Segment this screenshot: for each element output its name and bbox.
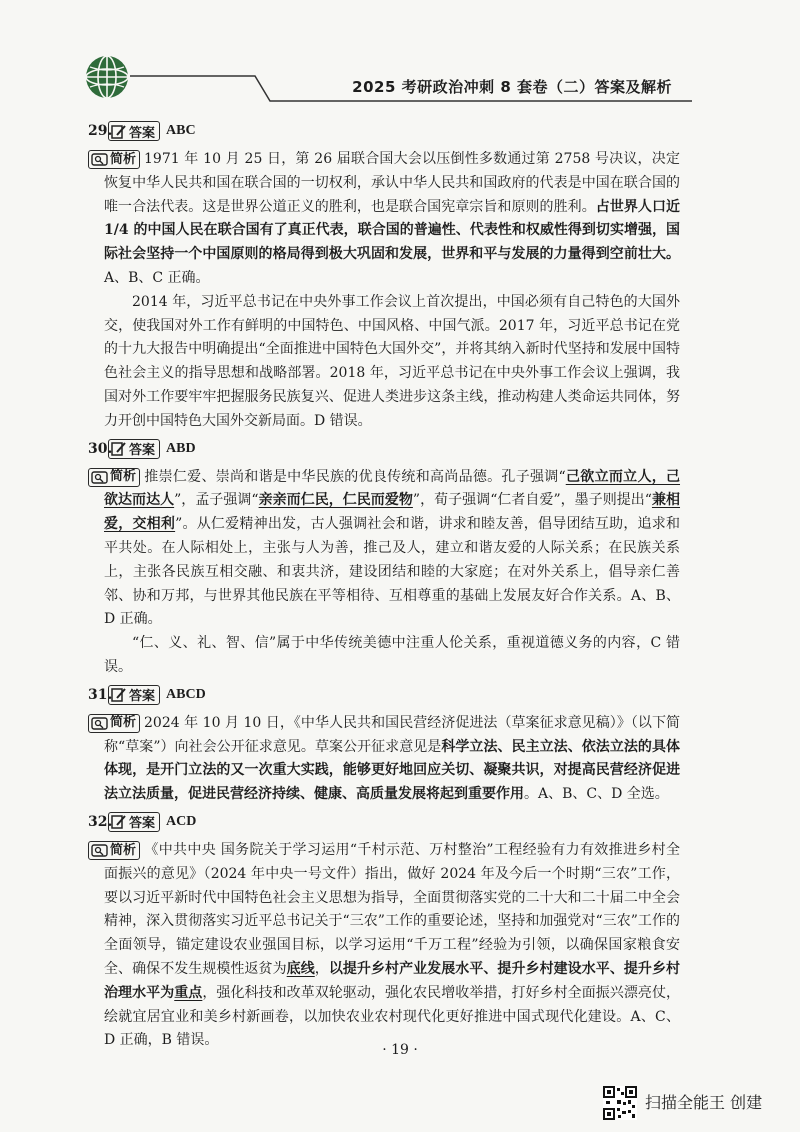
question-number: 32. <box>88 813 113 830</box>
question-30-analysis <box>88 466 680 680</box>
emphasis-text: 科学立法、民主立法、依法立法的具体体现，是开门立法的又一次重大实践，能够更好地回应关切、凝聚共识，对提高民营经济促进法立法质量，促进民营经济持续、健康、高质量发展将起到重要作用 <box>104 738 680 803</box>
text-run: 。A、B、C、D 全选。 <box>524 786 669 803</box>
pencil-note-icon <box>111 441 127 456</box>
answer-badge-label: 答案 <box>129 443 156 459</box>
analysis-paragraph <box>104 712 680 807</box>
question-number: 30. <box>88 440 113 457</box>
analysis-paragraph: 2014 年，习近平总书记在中央外事工作会议上首次提出，中国必须有自己特色的大国外交，使我国对外工作有鲜明的中国特色、中国风格、中国气派。2017 年，习近平总书记在党的十九大报告中明确提出“全面推进中国特色大国外交”，并将其纳入新时代坚持和发展中国特色社会主义的指导思想和战略部署。2018 年，习近平总书记在中央外事工作会议上强调，我国对外工作要牢牢把握服务民族复兴、促进人类进步这条主线，推动构建人类命运共同体，努力开创中国特色大国外交新局面。D 错误。 <box>104 293 680 429</box>
answer-badge-label: 答案 <box>129 689 156 705</box>
question-31-header <box>88 684 680 706</box>
analysis-paragraph <box>104 148 680 291</box>
question-number: 31. <box>88 686 113 703</box>
question-30-header <box>88 438 680 460</box>
answer-value: ABD <box>166 440 196 456</box>
question-29-analysis <box>88 148 680 434</box>
text-run: 推崇仁爱、崇尚和谐是中华民族的优良传统和高尚品德。孔子强调“ <box>144 468 566 485</box>
answer-badge <box>108 439 160 459</box>
page-number: · 19 · <box>382 1042 418 1058</box>
text-run: 2024 年 10 月 10 日，《中华人民共和国民营经济促进法（草案征求意见稿）》（以下简称“草案”）向社会公开征求意见。草案公开征求意见是 <box>104 714 680 755</box>
emphasis-quote: 兼相爱，交相利 <box>104 492 681 533</box>
question-32-analysis <box>88 839 680 1053</box>
page-header <box>0 0 800 110</box>
answer-badge-label: 答案 <box>129 816 156 832</box>
answer-badge-label: 答案 <box>129 125 156 141</box>
question-number: 29. <box>88 123 113 139</box>
text-run: ”，孟子强调“ <box>174 492 259 509</box>
magnifier-icon <box>91 471 108 484</box>
answer-content <box>88 116 680 1053</box>
magnifier-icon <box>91 153 108 166</box>
qr-code-icon <box>603 1086 637 1120</box>
emphasis-text: 占世界人口近 1/4 的中国人民在联合国有了真正代表，联合国的普遍性、代表性和权威性得到切实增强，国际社会坚持一个中国原则的格局得到极大巩固和发展，世界和平与发展的力量得到空前壮大。 <box>104 198 681 263</box>
text-run: 《中共中央 国务院关于学习运用“千村示范、万村整治”工程经验有力有效推进乡村全面振兴的意见》（2024 年中央一号文件）指出，做好 2024 年及今后一个时期“三农”工作，要以习近平新时代中国特色社会主义思想为指导，全面贯彻落实党的二十大和二十届二中全会精神，深入贯彻落实习近平总书记关于“三农”工作的重要论述，坚持和加强党对“三农”工作的全面领导，锚定建设农业强国目标，以学习运用“千万工程”经验为引领，以确保国家粮食安全、确保不发生规模性返贫为 <box>104 841 680 977</box>
answer-value: ABC <box>166 123 196 138</box>
text-run: ，强化科技和改革双轮驱动，强化农民增收举措，打好乡村全面振兴漂亮仗，绘就宜居宜业和美乡村新画卷，以加快农业农村现代化更好推进中国式现代化建设。A、C、D 正确，B 错误。 <box>104 984 681 1049</box>
analysis-badge <box>88 714 140 733</box>
question-29-header <box>88 120 680 142</box>
answer-badge <box>108 685 160 705</box>
pencil-note-icon <box>111 124 127 139</box>
emphasis-keyword: 底线 <box>286 960 315 977</box>
text-run: ”，荀子强调“仁者自爱”，墨子则提出“ <box>412 492 652 509</box>
answer-value: ABCD <box>166 686 206 702</box>
analysis-badge <box>88 468 140 487</box>
analysis-paragraph: “仁、义、礼、智、信”属于中华传统美德中注重人伦关系，重视道德义务的内容，C 错误。 <box>104 635 680 675</box>
pencil-note-icon <box>111 687 127 702</box>
emphasis-quote: 亲亲而仁民，仁民而爱物 <box>258 492 413 509</box>
analysis-badge-label: 简析 <box>110 151 137 167</box>
text-run: 1971 年 10 月 25 日，第 26 届联合国大会以压倒性多数通过第 2758 号决议，决定恢复中华人民共和国在联合国的一切权利，承认中华人民共和国政府的代表是中国在联合国的唯一合法代表。这是世界公道正义的胜利，也是联合国宪章宗旨和原则的胜利。 <box>104 151 680 215</box>
emphasis-quote: 己欲立而立人，己欲达而达人 <box>104 468 681 509</box>
header-title: 2025 考研政治冲刺 8 套卷（二）答案及解析 <box>352 78 672 96</box>
magnifier-icon <box>91 844 108 857</box>
analysis-badge <box>88 841 140 860</box>
pencil-note-icon <box>111 814 127 829</box>
question-32-header <box>88 811 680 833</box>
analysis-badge-label: 简析 <box>110 842 137 858</box>
emphasis-text: 以提升乡村产业发展水平、提升乡村建设水平、提升乡村治理水平为 <box>104 960 681 1001</box>
analysis-paragraph <box>104 839 680 1053</box>
emphasis-keyword: 重点 <box>174 984 203 1001</box>
answer-badge <box>108 812 160 832</box>
text-run: ”。从仁爱精神出发，古人强调社会和谐，讲求和睦友善，倡导团结互助，追求和平共处。在人际相处上，主张与人为善，推己及人，建立和谐友爱的人际关系；在民族关系上，主张各民族互相交融、和衷共济，建设团结和睦的大家庭；在对外关系上，倡导亲仁善邻、协和万邦，与世界其他民族在平等相待、互相尊重的基础上发展友好合作关系。A、B、D 正确。 <box>104 516 681 628</box>
answer-value: ACD <box>166 813 197 829</box>
text-run: A、B、C 正确。 <box>104 269 210 286</box>
analysis-badge-label: 简析 <box>110 469 137 485</box>
magnifier-icon <box>91 717 108 730</box>
question-31-analysis <box>88 712 680 807</box>
analysis-badge-label: 简析 <box>110 715 137 731</box>
scanner-watermark-label: 扫描全能王 创建 <box>645 1093 763 1112</box>
analysis-paragraph <box>104 466 680 633</box>
text-run: ， <box>314 960 329 977</box>
answer-badge <box>108 121 160 141</box>
analysis-badge <box>88 150 140 169</box>
